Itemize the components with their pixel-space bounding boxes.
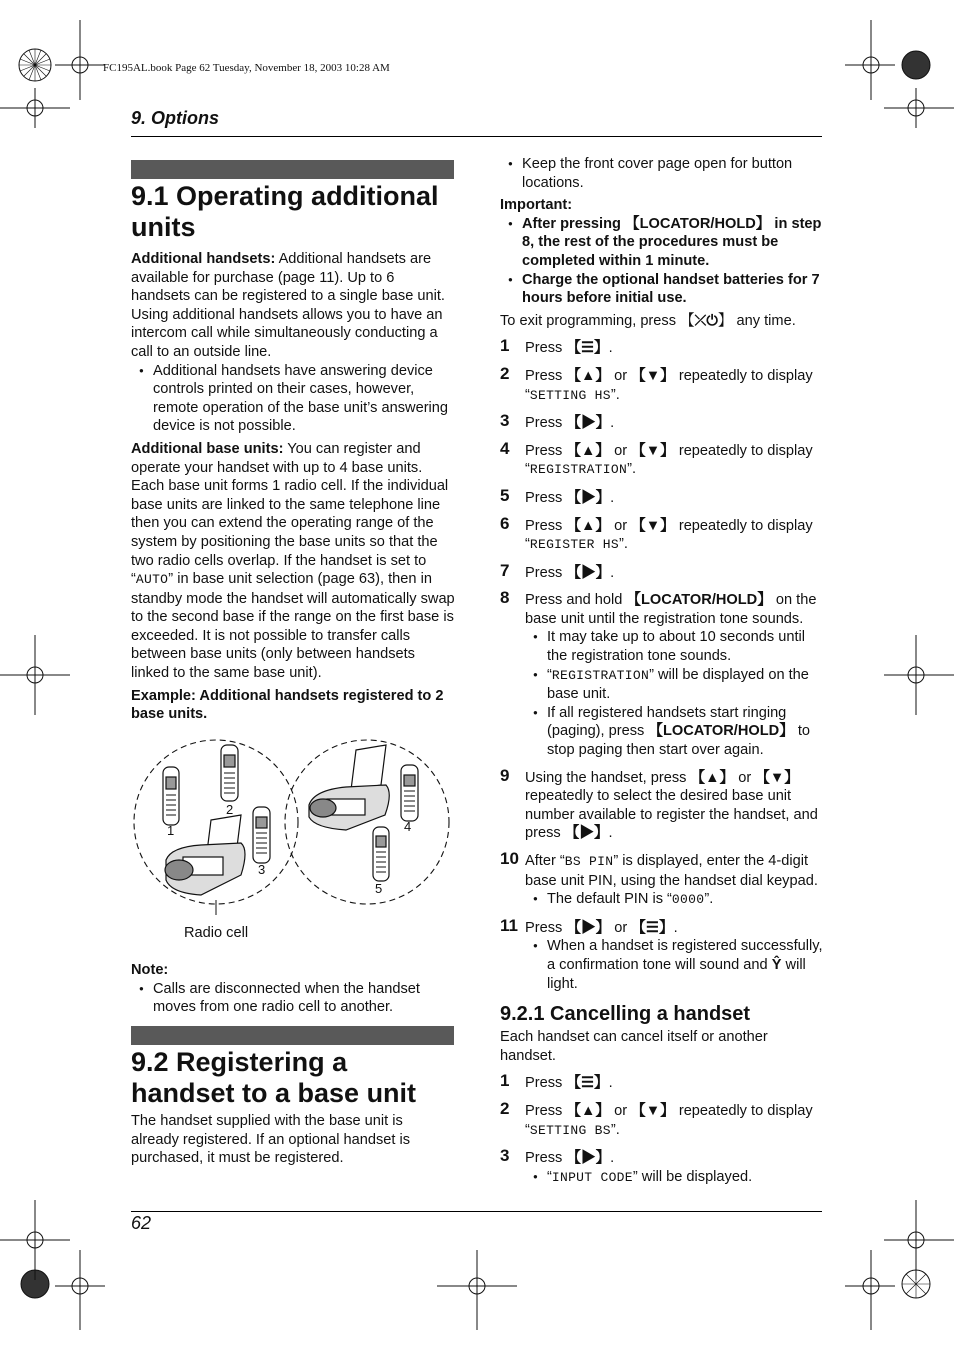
step-8-bullet-3: ● If all registered handsets start ringing (paging), press 【LOCATOR/HOLD】 to stop paging then start over again. — [525, 704, 824, 760]
right-key-icon: 【▶】 — [566, 489, 611, 506]
step-10-bullet: ● The default PIN is “0000”. — [525, 890, 824, 910]
step-2: 2 Press 【▲】 or 【▼】 repeatedly to display “SETTING HS”. — [500, 363, 813, 403]
important-label: Important: — [500, 197, 573, 214]
fig-label-2: 2 — [226, 802, 234, 817]
menu-key-icon: 【☰】 — [566, 1075, 609, 1092]
down-key-icon: 【▼】 — [631, 517, 675, 534]
antenna-icon: Ŷ — [771, 956, 782, 973]
right-key-icon: 【▶】 — [566, 919, 611, 936]
important-bullet-2: ● Charge the optional handset batteries for 7 hours before initial use. — [500, 271, 824, 308]
down-key-icon: 【▼】 — [755, 769, 799, 786]
section-bar-9-2 — [131, 1026, 454, 1045]
handset-5-icon — [373, 827, 389, 881]
right-column — [500, 155, 824, 1187]
up-key-icon: 【▲】 — [566, 1102, 611, 1119]
note-label: Note: — [131, 962, 169, 978]
up-key-icon: 【▲】 — [566, 517, 611, 534]
cancel-step-3-bullet: ● “INPUT CODE” will be displayed. — [525, 1168, 824, 1188]
section-bar-9-1 — [131, 160, 454, 179]
step-11: 11 Press 【▶】 or 【☰】. — [500, 915, 678, 936]
handset-4-icon — [401, 765, 418, 821]
book-header: FC195AL.book Page 62 Tuesday, November 18, 2003 10:28 AM — [103, 62, 390, 74]
fig-label-5: 5 — [375, 881, 383, 896]
menu-key-icon: 【☰】 — [566, 340, 609, 357]
up-key-icon: 【▲】 — [566, 442, 611, 459]
fig-label-1: 1 — [167, 823, 175, 838]
additional-base-para: Additional base units: You can register and operate your handset with up to 4 base units. Each base unit forms 1 radio cell. If the individual base units are linked to the same telephone line then you can extend the operating range of the system by positioning the base units so that the two radio cells overlap. If the handset is set to “AUTO” in base unit selection (page 63), then in standby mode the handset will automatically swap to the second base if the range on the first base is exceeded. It is not possible to transfer calls between base units (only between handsets linked to the same base unit). — [131, 440, 455, 682]
step-8-bullet-2: ● “REGISTRATION” will be displayed on the base unit. — [525, 666, 824, 704]
fig-label-3: 3 — [258, 862, 266, 877]
step-8-bullet-1: ● It may take up to about 10 seconds until the registration tone sounds. — [525, 628, 824, 665]
step-9: 9 Using the handset, press 【▲】 or 【▼】 repeatedly to select the desired base unit number available to register the handset, and press 【▶】. — [500, 765, 818, 842]
base-unit-left-icon — [165, 815, 245, 895]
page-number: 62 — [131, 1213, 152, 1233]
cancel-step-1: 1 Press 【☰】. — [500, 1071, 613, 1092]
step-1: 1 Press 【☰】. — [500, 336, 613, 357]
step-5: 5 Press 【▶】. — [500, 485, 615, 506]
subsection-title-9-2-1: 9.2.1 Cancelling a handset — [500, 1003, 751, 1026]
additional-handsets-para: Additional handsets: Additional handsets are available for purchase (page 11). Up to 6 handsets can be registered to a single base unit. Using additional handsets allows you to have an intercom call while simultaneously conducting a call to an outside line. — [131, 251, 445, 360]
step-6: 6 Press 【▲】 or 【▼】 repeatedly to display “REGISTER HS”. — [500, 513, 813, 553]
note-bullet: ● Calls are disconnected when the handset moves from one radio cell to another. — [131, 980, 456, 1017]
important-bullet-1: ● After pressing 【LOCATOR/HOLD】 in step 8, the rest of the procedures must be completed within 1 minute. — [500, 215, 824, 271]
example-caption: Example: Additional handsets registered to 2 base units. — [131, 687, 444, 723]
step-11-bullets — [500, 937, 824, 993]
exit-instruction: To exit programming, press 【⤫⏻】 any time. — [500, 312, 796, 329]
off-key-icon: ⤫⏻ — [694, 312, 718, 329]
step-4: 4 Press 【▲】 or 【▼】 repeatedly to display “REGISTRATION”. — [500, 438, 813, 478]
cancel-step-2: 2 Press 【▲】 or 【▼】 repeatedly to display “SETTING BS”. — [500, 1098, 813, 1138]
handset-3-icon — [253, 807, 270, 863]
down-key-icon: 【▼】 — [631, 367, 675, 384]
section-title-9-2: 9.2 Registering a handset to a base unit — [131, 1047, 417, 1108]
step-10-bullets — [500, 890, 824, 910]
cover-bullet: ● Keep the front cover page open for button locations. — [500, 155, 824, 192]
step-7: 7 Press 【▶】. — [500, 560, 615, 581]
cancel-step-3-bullets — [500, 1168, 824, 1188]
right-key-icon: 【▶】 — [566, 415, 611, 432]
fig-label-4: 4 — [404, 819, 412, 834]
subsection-intro: Each handset can cancel itself or another handset. — [500, 1029, 768, 1064]
section-9-2-intro: The handset supplied with the base unit is already registered. If an optional handset is purchased, it must be registered. — [131, 1113, 411, 1167]
up-key-icon: 【▲】 — [690, 769, 735, 786]
header-rule — [131, 136, 822, 137]
handset-1-icon — [163, 767, 179, 825]
left-column-text — [131, 250, 456, 724]
right-key-icon: 【▶】 — [566, 564, 611, 581]
additional-handsets-bullet: ● Additional handsets have answering device controls printed on their cases, however, remote operation of the base unit’s answering device is not possible. — [131, 362, 456, 436]
cancel-step-3: 3 Press 【▶】. — [500, 1146, 615, 1167]
handset-2-icon — [221, 745, 238, 801]
right-key-icon: 【▶】 — [564, 825, 609, 842]
note-block — [131, 961, 456, 1017]
footer-rule — [131, 1211, 822, 1212]
step-3: 3 Press 【▶】. — [500, 411, 615, 432]
section-title-9-1: 9.1 Operating additional units — [131, 181, 439, 242]
step-8-bullets — [500, 628, 824, 759]
right-key-icon: 【▶】 — [566, 1150, 611, 1167]
base-unit-right-icon — [309, 745, 389, 830]
radio-cell-label: Radio cell — [184, 925, 249, 941]
step-8: 8 Press and hold 【LOCATOR/HOLD】 on the base unit until the registration tone sounds. — [500, 588, 817, 627]
up-key-icon: 【▲】 — [566, 367, 611, 384]
down-key-icon: 【▼】 — [631, 442, 675, 459]
down-key-icon: 【▼】 — [631, 1102, 675, 1119]
menu-key-icon: 【☰】 — [631, 919, 674, 936]
step-11-bullet: ● When a handset is registered successfully, a confirmation tone will sound and Ŷ will light. — [525, 937, 824, 993]
running-header: 9. Options — [131, 108, 220, 128]
step-10: 10 After “BS PIN” is displayed, enter the 4-digit base unit PIN, using the handset dial keypad. — [500, 849, 818, 889]
